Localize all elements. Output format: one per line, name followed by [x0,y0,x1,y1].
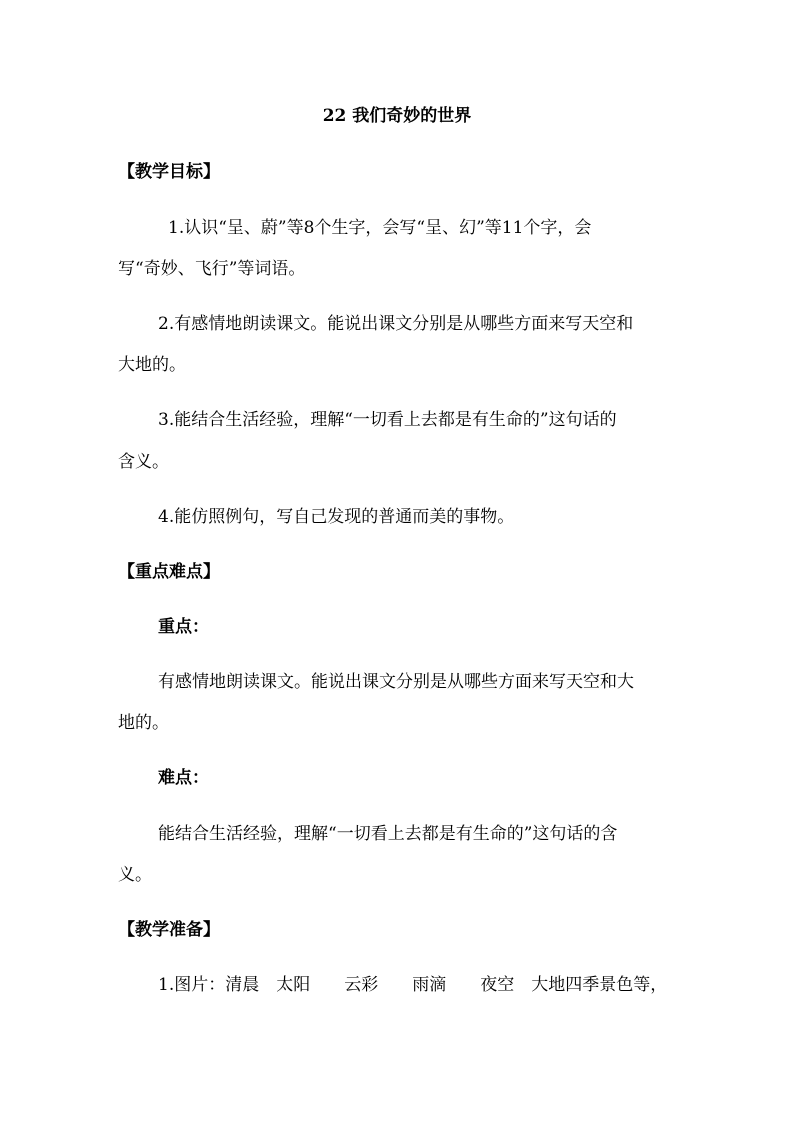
goal-item-1-line-2: 写“奇妙、飞行”等词语。 [118,259,306,279]
goal-item-3-line-2: 含义。 [118,452,169,472]
key-point-label: 重点： [158,617,209,637]
document-title: 22 我们奇妙的世界 [322,106,472,126]
section-heading-teaching-preparation: 【教学准备】 [118,920,220,940]
goal-item-1-line-1: 1.认识“呈、蔚”等8个生字，会写“呈、幻”等11个字，会 [168,218,592,238]
goal-item-4-line-1: 4.能仿照例句，写自己发现的普通而美的事物。 [158,507,515,527]
goal-item-2-line-1: 2.有感情地朗读课文。能说出课文分别是从哪些方面来写天空和 [158,314,634,334]
key-point-line-1: 有感情地朗读课文。能说出课文分别是从哪些方面来写天空和大 [158,672,634,692]
difficult-point-label: 难点： [158,768,209,788]
section-heading-teaching-goals: 【教学目标】 [118,162,220,182]
section-heading-key-points: 【重点难点】 [118,562,220,582]
goal-item-2-line-2: 大地的。 [118,355,186,375]
preparation-item-1-line-1: 1.图片：清晨 太阳 云彩 雨滴 夜空 大地四季景色等， [158,975,668,995]
key-point-line-2: 地的。 [118,713,169,733]
goal-item-3-line-1: 3.能结合生活经验，理解“一切看上去都是有生命的”这句话的 [158,410,617,430]
difficult-point-line-2: 义。 [118,865,152,885]
difficult-point-line-1: 能结合生活经验，理解“一切看上去都是有生命的”这句话的含 [158,824,618,844]
